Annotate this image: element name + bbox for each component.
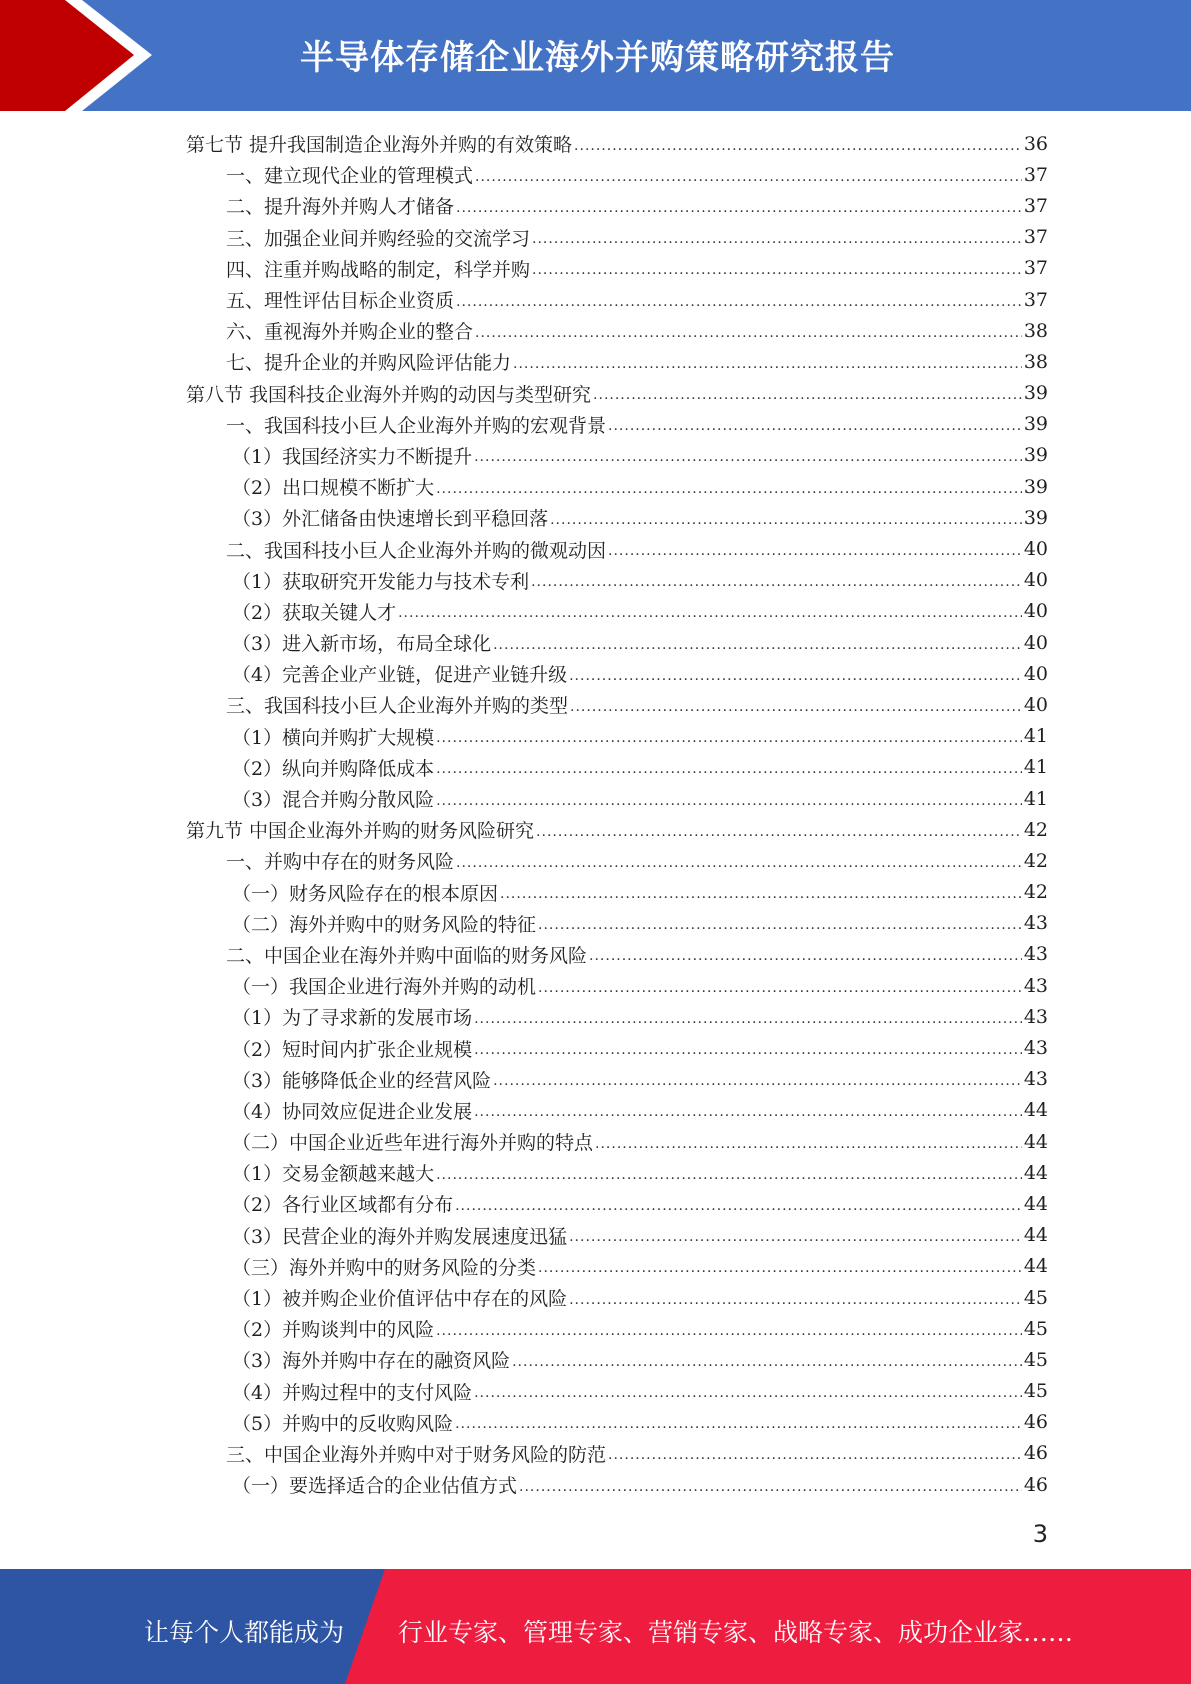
toc-dot-leader <box>500 886 1022 902</box>
toc-dot-leader <box>513 356 1022 372</box>
toc-entry[interactable] <box>186 627 1048 658</box>
toc-entry-title: 四、注重并购战略的制定，科学并购 <box>226 258 531 281</box>
toc-dot-leader <box>493 1073 1022 1089</box>
toc-dot-leader <box>398 605 1022 621</box>
toc-entry-title: （1）交易金额越来越大 <box>232 1163 435 1186</box>
toc-entry[interactable] <box>186 783 1048 814</box>
toc-entry[interactable] <box>186 1251 1048 1282</box>
toc-entry-page: 45 <box>1023 1380 1048 1403</box>
toc-dot-leader <box>456 294 1022 310</box>
toc-entry-title: 三、中国企业海外并购中对于财务风险的防范 <box>226 1443 607 1466</box>
toc-entry-title: 五、理性评估目标企业资质 <box>226 290 455 313</box>
toc-entry-title: （二）中国企业近些年进行海外并购的特点 <box>232 1132 594 1155</box>
toc-entry-page: 37 <box>1023 288 1048 311</box>
toc-entry-title: （1）获取研究开发能力与技术专利 <box>232 570 530 593</box>
toc-dot-leader <box>455 1198 1022 1214</box>
toc-entry[interactable] <box>186 1157 1048 1188</box>
toc-entry-title: （4）并购过程中的支付风险 <box>232 1381 473 1404</box>
toc-entry[interactable] <box>186 1095 1048 1126</box>
toc-dot-leader <box>512 1354 1022 1370</box>
toc-entry[interactable] <box>186 533 1048 564</box>
toc-entry-page: 42 <box>1023 818 1048 841</box>
toc-entry-title: （一）我国企业进行海外并购的动机 <box>232 976 537 999</box>
toc-dot-leader <box>474 1042 1022 1058</box>
toc-entry[interactable] <box>186 1407 1048 1438</box>
page-footer <box>0 1569 1191 1684</box>
toc-entry-title: 第八节 我国科技企业海外并购的动因与类型研究 <box>186 383 592 406</box>
toc-dot-leader <box>474 449 1022 465</box>
toc-entry[interactable] <box>186 1126 1048 1157</box>
toc-entry-page: 37 <box>1023 226 1048 249</box>
toc-entry-page: 39 <box>1023 444 1048 467</box>
toc-entry[interactable] <box>186 814 1048 845</box>
toc-dot-leader <box>570 699 1022 715</box>
toc-entry-page: 40 <box>1023 538 1048 561</box>
toc-entry[interactable] <box>186 346 1048 377</box>
toc-entry-title: （一）财务风险存在的根本原因 <box>232 882 499 905</box>
toc-entry[interactable] <box>186 1220 1048 1251</box>
toc-entry-title: 一、建立现代企业的管理模式 <box>226 165 474 188</box>
toc-entry[interactable] <box>186 378 1048 409</box>
toc-entry-page: 43 <box>1023 1068 1048 1091</box>
toc-entry-page: 42 <box>1023 881 1048 904</box>
toc-dot-leader <box>493 637 1022 653</box>
toc-entry-page: 43 <box>1023 943 1048 966</box>
toc-dot-leader <box>532 262 1022 278</box>
toc-entry-page: 44 <box>1023 1130 1048 1153</box>
toc-dot-leader <box>456 855 1022 871</box>
toc-entry-title: 六、重视海外并购企业的整合 <box>226 321 474 344</box>
toc-entry[interactable] <box>186 409 1048 440</box>
toc-entry-page: 46 <box>1023 1411 1048 1434</box>
toc-entry[interactable] <box>186 440 1048 471</box>
toc-entry[interactable] <box>186 1344 1048 1375</box>
toc-entry-page: 44 <box>1023 1161 1048 1184</box>
toc-entry-page: 43 <box>1023 1005 1048 1028</box>
toc-entry-page: 44 <box>1023 1192 1048 1215</box>
footer-slogan-left: 让每个人都能成为 <box>144 1618 345 1647</box>
toc-entry-page: 39 <box>1023 506 1048 529</box>
toc-entry-page: 42 <box>1023 849 1048 872</box>
toc-entry[interactable] <box>186 596 1048 627</box>
toc-entry[interactable] <box>186 1313 1048 1344</box>
toc-entry[interactable] <box>186 253 1048 284</box>
toc-entry-page: 39 <box>1023 475 1048 498</box>
toc-dot-leader <box>574 138 1022 154</box>
toc-entry-title: （1）横向并购扩大规模 <box>232 726 435 749</box>
table-of-contents <box>186 128 1048 1500</box>
toc-entry[interactable] <box>186 315 1048 346</box>
toc-entry-title: （2）短时间内扩张企业规模 <box>232 1038 473 1061</box>
toc-entry-title: （3）进入新市场，布局全球化 <box>232 633 492 656</box>
page-number: 3 <box>1032 1520 1048 1548</box>
toc-dot-leader <box>569 1229 1022 1245</box>
toc-dot-leader <box>436 761 1022 777</box>
toc-entry-title: （2）出口规模不断扩大 <box>232 477 435 500</box>
toc-dot-leader <box>474 1104 1022 1120</box>
toc-entry[interactable] <box>186 1064 1048 1095</box>
toc-dot-leader <box>608 543 1022 559</box>
toc-dot-leader <box>456 200 1022 216</box>
toc-entry[interactable] <box>186 222 1048 253</box>
toc-entry-title: 第九节 中国企业海外并购的财务风险研究 <box>186 820 535 843</box>
toc-entry[interactable] <box>186 970 1048 1001</box>
toc-entry-title: （2）并购谈判中的风险 <box>232 1319 435 1342</box>
toc-entry[interactable] <box>186 159 1048 190</box>
toc-entry-page: 40 <box>1023 600 1048 623</box>
toc-entry-title: （2）获取关键人才 <box>232 601 397 624</box>
toc-entry-title: （3）外汇储备由快速增长到平稳回落 <box>232 508 549 531</box>
toc-entry[interactable] <box>186 877 1048 908</box>
toc-dot-leader <box>436 793 1022 809</box>
toc-entry-page: 39 <box>1023 413 1048 436</box>
toc-entry-page: 41 <box>1023 756 1048 779</box>
toc-entry-title: 三、我国科技小巨人企业海外并购的类型 <box>226 695 569 718</box>
report-title: 半导体存储企业海外并购策略研究报告 <box>300 38 895 78</box>
toc-entry[interactable] <box>186 1032 1048 1063</box>
toc-entry-page: 45 <box>1023 1286 1048 1309</box>
toc-entry[interactable] <box>186 565 1048 596</box>
toc-entry[interactable] <box>186 689 1048 720</box>
toc-entry[interactable] <box>186 1469 1048 1500</box>
toc-dot-leader <box>436 1323 1022 1339</box>
toc-dot-leader <box>569 1292 1022 1308</box>
toc-dot-leader <box>608 418 1022 434</box>
toc-entry-title: 二、我国科技小巨人企业海外并购的微观动因 <box>226 539 607 562</box>
toc-entry-page: 44 <box>1023 1224 1048 1247</box>
toc-entry-title: 二、中国企业在海外并购中面临的财务风险 <box>226 944 588 967</box>
toc-dot-leader <box>550 512 1022 528</box>
toc-entry-title: （2）各行业区域都有分布 <box>232 1194 454 1217</box>
toc-dot-leader <box>475 325 1022 341</box>
toc-dot-leader <box>532 231 1022 247</box>
toc-dot-leader <box>475 169 1022 185</box>
toc-entry[interactable] <box>186 1001 1048 1032</box>
toc-entry-page: 40 <box>1023 662 1048 685</box>
toc-entry-title: 一、并购中存在的财务风险 <box>226 851 455 874</box>
toc-entry-title: （1）被并购企业价值评估中存在的风险 <box>232 1288 568 1311</box>
toc-entry-title: （三）海外并购中的财务风险的分类 <box>232 1256 537 1279</box>
toc-dot-leader <box>593 387 1022 403</box>
toc-entry-title: （4）协同效应促进企业发展 <box>232 1100 473 1123</box>
toc-entry-title: （3）混合并购分散风险 <box>232 789 435 812</box>
toc-entry-title: 第七节 提升我国制造企业海外并购的有效策略 <box>186 134 573 157</box>
toc-entry-title: 二、提升海外并购人才储备 <box>226 196 455 219</box>
toc-entry-page: 46 <box>1023 1473 1048 1496</box>
toc-entry[interactable] <box>186 190 1048 221</box>
toc-entry-page: 44 <box>1023 1099 1048 1122</box>
toc-dot-leader <box>531 574 1022 590</box>
toc-dot-leader <box>608 1447 1022 1463</box>
toc-entry-page: 41 <box>1023 787 1048 810</box>
toc-entry-page: 45 <box>1023 1348 1048 1371</box>
toc-entry-page: 40 <box>1023 693 1048 716</box>
toc-entry-page: 37 <box>1023 163 1048 186</box>
toc-entry[interactable] <box>186 845 1048 876</box>
toc-entry-page: 38 <box>1023 350 1048 373</box>
toc-entry-page: 43 <box>1023 1037 1048 1060</box>
toc-dot-leader <box>569 668 1022 684</box>
toc-dot-leader <box>436 730 1022 746</box>
toc-entry-page: 43 <box>1023 974 1048 997</box>
toc-entry[interactable] <box>186 128 1048 159</box>
toc-dot-leader <box>474 1385 1022 1401</box>
toc-entry-title: （二）海外并购中的财务风险的特征 <box>232 913 537 936</box>
toc-entry-title: （5）并购中的反收购风险 <box>232 1412 454 1435</box>
toc-dot-leader <box>474 1011 1022 1027</box>
toc-entry[interactable] <box>186 1438 1048 1469</box>
toc-entry-title: （1）为了寻求新的发展市场 <box>232 1007 473 1030</box>
toc-entry[interactable] <box>186 721 1048 752</box>
toc-entry[interactable] <box>186 752 1048 783</box>
toc-entry-page: 36 <box>1023 132 1048 155</box>
toc-entry-title: （1）我国经济实力不断提升 <box>232 445 473 468</box>
toc-entry[interactable] <box>186 1376 1048 1407</box>
toc-dot-leader <box>455 1416 1022 1432</box>
toc-entry-title: 一、我国科技小巨人企业海外并购的宏观背景 <box>226 414 607 437</box>
toc-entry-page: 38 <box>1023 319 1048 342</box>
toc-entry-page: 43 <box>1023 912 1048 935</box>
toc-dot-leader <box>536 824 1022 840</box>
toc-entry-title: （4）完善企业产业链，促进产业链升级 <box>232 664 568 687</box>
toc-entry[interactable] <box>186 658 1048 689</box>
toc-entry[interactable] <box>186 502 1048 533</box>
toc-entry-title: （3）能够降低企业的经营风险 <box>232 1069 492 1092</box>
toc-entry-page: 39 <box>1023 382 1048 405</box>
toc-entry-page: 45 <box>1023 1317 1048 1340</box>
toc-entry-title: （3）海外并购中存在的融资风险 <box>232 1350 511 1373</box>
toc-entry-page: 44 <box>1023 1255 1048 1278</box>
page-header <box>0 0 1191 111</box>
footer-slogan-right: 行业专家、管理专家、营销专家、战略专家、成功企业家…… <box>398 1618 1074 1647</box>
toc-entry[interactable] <box>186 1282 1048 1313</box>
toc-entry-title: 七、提升企业的并购风险评估能力 <box>226 352 512 375</box>
toc-entry-title: （3）民营企业的海外并购发展速度迅猛 <box>232 1225 568 1248</box>
toc-entry-title: 三、加强企业间并购经验的交流学习 <box>226 227 531 250</box>
toc-entry-title: （一）要选择适合的企业估值方式 <box>232 1475 518 1498</box>
toc-entry[interactable] <box>186 908 1048 939</box>
toc-dot-leader <box>519 1479 1022 1495</box>
toc-entry[interactable] <box>186 1188 1048 1219</box>
toc-dot-leader <box>538 917 1022 933</box>
toc-dot-leader <box>589 948 1022 964</box>
toc-entry-page: 37 <box>1023 257 1048 280</box>
toc-entry-page: 40 <box>1023 569 1048 592</box>
toc-dot-leader <box>595 1136 1022 1152</box>
toc-entry-page: 41 <box>1023 725 1048 748</box>
toc-dot-leader <box>436 1167 1022 1183</box>
toc-dot-leader <box>538 980 1022 996</box>
toc-entry[interactable] <box>186 471 1048 502</box>
toc-dot-leader <box>436 481 1022 497</box>
toc-dot-leader <box>538 1260 1022 1276</box>
toc-entry[interactable] <box>186 284 1048 315</box>
toc-entry-page: 46 <box>1023 1442 1048 1465</box>
toc-entry-page: 40 <box>1023 631 1048 654</box>
toc-entry-title: （2）纵向并购降低成本 <box>232 757 435 780</box>
toc-entry[interactable] <box>186 939 1048 970</box>
toc-entry-page: 37 <box>1023 194 1048 217</box>
